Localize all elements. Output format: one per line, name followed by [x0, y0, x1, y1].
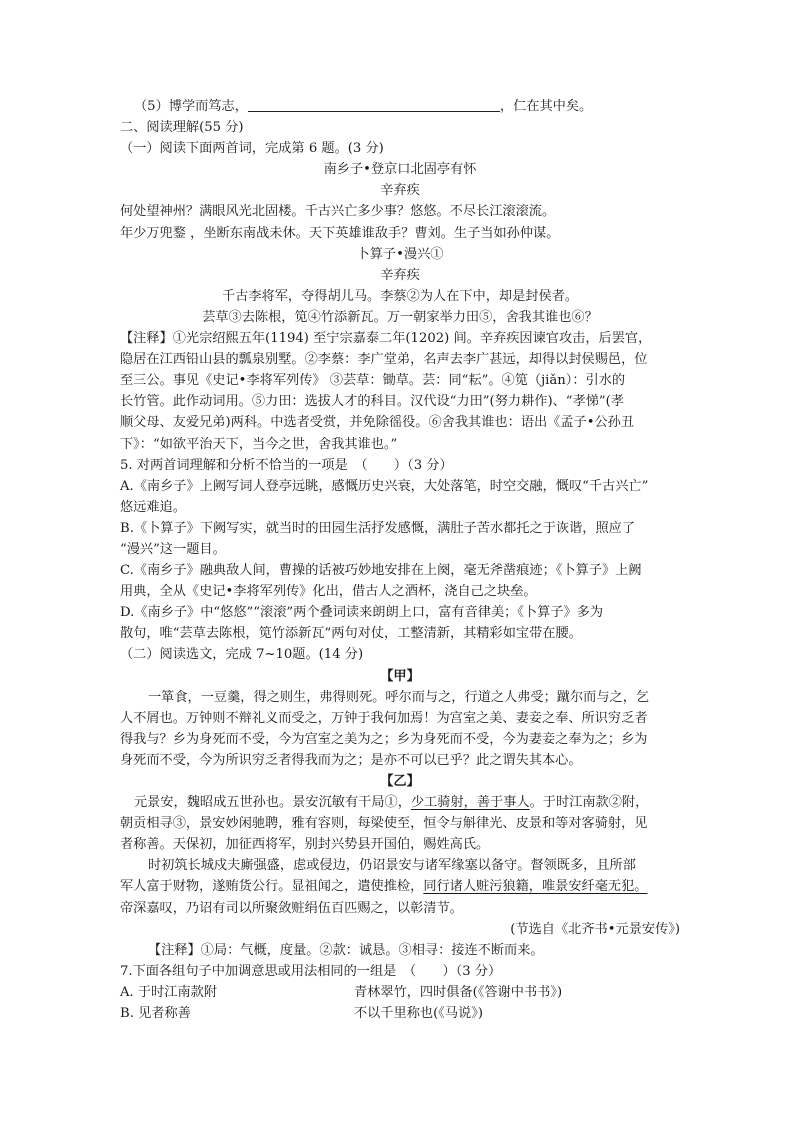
q7-option-right: 不以千里称也(《马说》): [354, 1006, 483, 1022]
text-yi-segment: 军人富于财物，遂贿货公行。显祖闻之，遣使推检，: [120, 879, 424, 895]
q7-option-right: 青林翠竹，四时俱备(《答谢中书书》): [354, 984, 563, 1000]
question-5-stem: 5. 对两首词理解和分析不恰当的一项是 （ ）（3 分）: [120, 457, 453, 473]
notes-line: 顺父母、友爱兄弟)两科。中选者受赏，并免除徭役。⑥舍我其谁也：语出《孟子•公孙丑: [120, 415, 635, 431]
part-1-title: （一）阅读下面两首词，完成第 6 题。(3 分): [120, 141, 384, 157]
q5-suffix: ，仁在其中矣。: [499, 99, 593, 114]
text-yi-line: 时初筑长城戍夫廝强盛，虑或侵边，仍诏景安与诸军缘塞以备守。督领既多，且所部: [148, 858, 636, 874]
fill-in-question-5: [120, 96, 680, 117]
source-citation: (节选自《北齐书•元景安传》): [510, 921, 680, 937]
text-yi-line: 朝贡相寻③，景安妙闲驰聘，雅有容则，每梁使至，恒令与斛律光、皮景和等对客骑射，见: [120, 816, 648, 832]
q7-row: [120, 1003, 680, 1024]
q7-option-left: B. 见者称善: [120, 1006, 191, 1022]
poem1-title: 南乡子•登京口北固亭有怀: [323, 162, 477, 178]
poem2-line: 千古李将军，夺得胡儿马。李蔡②为人在下中，却是封侯者。: [221, 288, 579, 304]
option-line: 用典，全从《史记•李将军列传》化出，借古人之酒杯，浇自己之块垒。: [120, 584, 537, 600]
text-yi-line: [120, 876, 680, 897]
text-yi-segment: 。于时江南款②附，: [529, 795, 649, 811]
option-line: A.《南乡子》上阙写词人登亭远眺，感慨历史兴衰，大处落笔，时空交融，慨叹“千古兴亡”: [120, 478, 649, 494]
text-yi-heading: 【乙】: [380, 774, 420, 789]
notes-line: 隐居在江西铅山县的瓢泉别墅。②李蔡：李广堂弟，名声去李广甚远，却得以封侯赐邑，位: [120, 352, 648, 368]
notes-line: 【注释】①光宗绍熙五年(1194) 至宁宗嘉泰二年(1202) 间。辛弃疾因谏官攻击，后罢官，: [120, 331, 652, 347]
poem2-author: 辛弃疾: [380, 267, 420, 283]
option-line: B.《卜算子》下阙写实，就当时的田园生活抒发感慨，满肚子苦水都托之于诙谐，照应了: [120, 520, 636, 536]
text-jia-line: 得我与？乡为身死而不受，今为宫室之美为之；乡为身死而不受，今为妻妾之奉为之；乡为: [120, 731, 648, 747]
option-line: D.《南乡子》中“悠悠”“滚滚”两个叠词读来朗朗上口，富有音律美；《卜算子》多为: [120, 605, 604, 621]
notes-line: 下》：“如欲平治天下，当今之世，舍我其谁也。”: [120, 436, 398, 452]
text-yi-segment: 元景安，魏昭成五世孙也。景安沉敏有干局①，: [134, 795, 411, 811]
poem1-line: 何处望神州？满眼风光北固楼。千古兴亡多少事？悠悠。不尽长江滚滚流。: [120, 204, 556, 220]
document-content: [120, 96, 680, 1024]
option-line: 散句，唯“芸草去陈根，笕竹添新瓦”两句对仗，工整清新，其精彩如宝带在腰。: [120, 626, 582, 642]
notes-line: 长竹管。此作动词用。⑤力田：选拔人才的科目。汉代设“力田”(努力耕作)、“孝悌”(孝: [120, 394, 624, 410]
underlined-sentence: 少工骑射，善于事人: [410, 795, 530, 811]
text-yi-line: [120, 792, 680, 813]
question-7-stem: 7.下面各组句子中加调意思或用法相同的一组是 （ ）（3 分）: [120, 963, 502, 979]
text-jia-heading: 【甲】: [380, 668, 420, 684]
answer-blank[interactable]: [248, 97, 500, 112]
part-2-title: （二）阅读选文，完成 7~10题。(14 分): [120, 647, 364, 663]
option-line: 悠远难追。: [120, 499, 186, 515]
poem1-line: 年少万兜鍪 ，坐断东南战未休。天下英雄谁敌手？曹刘。生子当如孙仲谋。: [120, 225, 560, 241]
option-line: “漫兴”这一题目。: [120, 541, 226, 557]
notes-2: 【注释】①局：气概，度量。②款：诚恳。③相寻：接连不断而来。: [148, 942, 544, 958]
text-yi-line: 者称善。天保初，加征西将军，别封兴势县开国伯，赐姓高氏。: [120, 837, 490, 853]
underlined-sentence: 同行诸人赃污狼籍，唯景安纤毫无犯。: [423, 879, 648, 895]
text-jia-line: 人不屑也。万钟则不辩礼义而受之，万钟于我何加焉！为宫室之美、妻妾之奉、所识穷乏者: [120, 710, 648, 726]
q7-row: [120, 982, 680, 1003]
q5-prefix: （5）博学而笃志，: [134, 99, 248, 114]
q7-option-left: A. 于时江南款附: [120, 984, 218, 1000]
poem2-line: 芸草③去陈根，笕④竹添新瓦。万一朝家举力田⑤，舍我其谁也⑥？: [202, 309, 598, 325]
poem2-title: 卜算子•漫兴①: [356, 246, 444, 262]
text-jia-line: 一箪食，一豆羹，得之则生，弗得则死。呼尔而与之，行道之人弗受；蹴尔而与之，乞: [148, 689, 650, 705]
notes-line: 至三公。事见《史记•李将军列传》 ③芸草：锄草。芸：同“耘”。④笕（jiǎn）：引水的: [120, 373, 626, 389]
option-line: C.《南乡子》融典敌人间，曹操的话被巧妙地安排在上阕，毫无斧凿痕迹；《卜算子》上阙: [120, 563, 642, 579]
poem1-author: 辛弃疾: [380, 183, 420, 199]
text-yi-line: 帝深嘉叹，乃诏有司以所聚敛赃绢伍百匹赐之，以彰清节。: [120, 900, 463, 916]
section-2-title: 二、阅读理解(55 分): [120, 120, 244, 136]
text-jia-line: 身死而不受，今为所识穷乏者得我而为之；是亦不可以已乎？此之谓失其本心。: [120, 752, 582, 768]
